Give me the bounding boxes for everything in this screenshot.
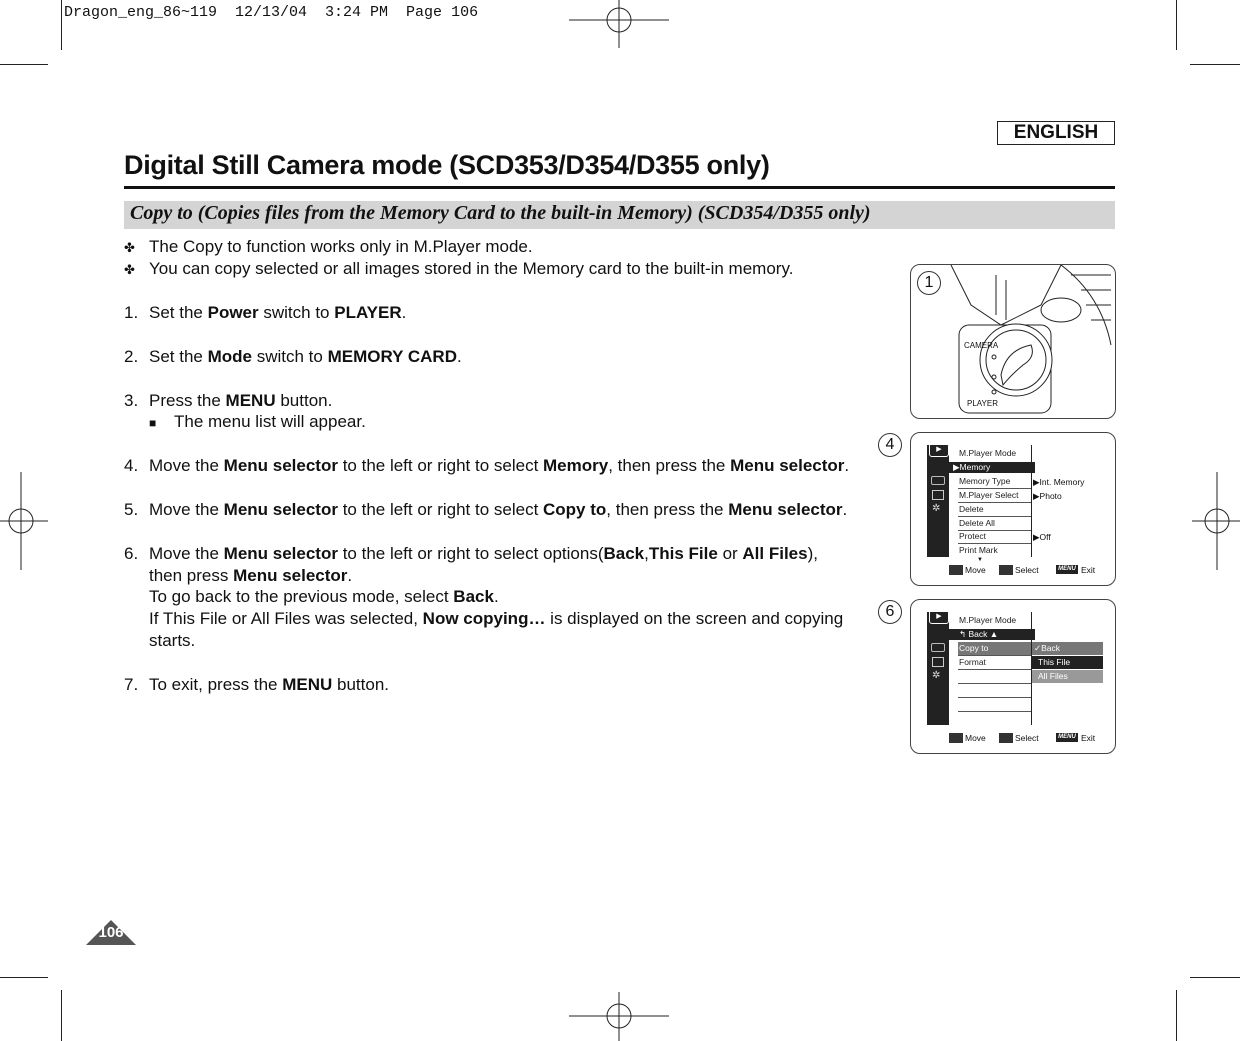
option-all-files: All Files xyxy=(1032,670,1103,683)
menu-key-icon: MENU xyxy=(1056,733,1078,742)
footer-exit: Exit xyxy=(1081,565,1096,575)
camera-dial-illustration xyxy=(911,265,1115,418)
tape-icon xyxy=(932,490,944,500)
footer-move: Move xyxy=(965,565,986,575)
menu-header: ▶Memory xyxy=(949,462,1035,473)
figure-6-menu-screen xyxy=(910,599,1116,754)
move-icon xyxy=(949,733,963,743)
figure-6-number: 6 xyxy=(878,600,902,624)
label-camera: CAMERA xyxy=(964,341,999,350)
step-6-line-3: To go back to the previous mode, select Back. xyxy=(149,587,499,606)
footer-select: Select xyxy=(1015,565,1039,575)
section-heading: Copy to (Copies files from the Memory Card to the built-in Memory) (SCD354/D355 only) xyxy=(130,202,871,224)
scroll-down-icon: ▼ xyxy=(977,557,983,563)
menu-option: ▶Off xyxy=(1033,532,1051,542)
mode-label: M.Player Mode xyxy=(959,448,1017,458)
step-6: 6. Move the Menu selector to the left or right to select options(Back,This File or All Files), xyxy=(124,544,818,563)
footer-select: Select xyxy=(1015,733,1039,743)
figure-1-number: 1 xyxy=(917,271,941,295)
step-7: 7. To exit, press the MENU button. xyxy=(124,675,390,694)
play-icon: ▶ xyxy=(929,610,949,624)
menu-sidebar xyxy=(927,445,949,557)
language-tag: ENGLISH xyxy=(997,121,1115,145)
menu-item-selected: Copy to xyxy=(958,642,1031,656)
page-number-tab xyxy=(86,918,136,946)
gear-icon: ✲ xyxy=(932,670,941,681)
menu-item: Protect xyxy=(958,530,1031,544)
select-icon xyxy=(999,733,1013,743)
figure-4-number: 4 xyxy=(878,433,902,457)
step-6-line-4: If This File or All Files was selected, Now copying… is displayed on the screen and copying xyxy=(149,609,844,628)
step-2: 2. Set the Mode switch to MEMORY CARD. xyxy=(124,347,462,366)
footer-exit: Exit xyxy=(1081,733,1096,743)
menu-option: ▶Photo xyxy=(1033,491,1062,501)
menu-option: ▶Int. Memory xyxy=(1033,477,1085,487)
card-icon xyxy=(931,476,945,485)
bullet-item: ✤ The Copy to function works only in M.Player mode. xyxy=(124,237,533,256)
move-icon xyxy=(949,565,963,575)
mode-label: M.Player Mode xyxy=(959,615,1017,625)
cross-bullet-icon: ✤ xyxy=(124,240,135,255)
step-6-line-5: starts. xyxy=(149,631,196,650)
menu-item: Format xyxy=(958,656,1031,670)
cross-bullet-icon: ✤ xyxy=(124,262,135,277)
menu-header: ↰ Back ▲ xyxy=(949,629,1035,640)
title-rule xyxy=(124,186,1115,189)
step-3: 3. Press the MENU button. xyxy=(124,391,333,410)
print-slug: Dragon_eng_86~119 12/13/04 3:24 PM Page 106 xyxy=(64,4,479,21)
option-this-file: This File xyxy=(1032,656,1103,669)
menu-key-icon: MENU xyxy=(1056,565,1078,574)
square-bullet-icon: ■ xyxy=(149,416,157,430)
menu-item: Memory Type xyxy=(958,475,1031,489)
page-number: 106 xyxy=(98,924,124,941)
step-1: 1. Set the Power switch to PLAYER. xyxy=(124,303,407,322)
gear-icon: ✲ xyxy=(932,503,941,514)
card-icon xyxy=(931,643,945,652)
menu-item: Print Mark xyxy=(959,545,998,555)
menu-item: Delete xyxy=(958,503,1031,517)
menu-sidebar xyxy=(927,612,949,725)
tape-icon xyxy=(932,657,944,667)
section-heading-bar xyxy=(124,201,1115,229)
select-icon xyxy=(999,565,1013,575)
option-back: ✓Back xyxy=(1032,642,1103,655)
footer-move: Move xyxy=(965,733,986,743)
step-6-line-2: then press Menu selector. xyxy=(149,566,353,585)
menu-item: M.Player Select xyxy=(958,489,1031,503)
label-player: PLAYER xyxy=(967,399,998,408)
menu-item: Delete All xyxy=(958,517,1031,531)
step-4: 4. Move the Menu selector to the left or right to select Memory, then press the Menu selector. xyxy=(124,456,850,475)
play-icon: ▶ xyxy=(929,443,949,457)
bullet-item: ✤ You can copy selected or all images stored in the Memory card to the built-in memory. xyxy=(124,259,794,278)
page-title: Digital Still Camera mode (SCD353/D354/D355 only) xyxy=(124,150,770,180)
figure-4-menu-screen xyxy=(910,432,1116,586)
step-3-sub: ■ The menu list will appear. xyxy=(149,412,366,431)
step-5: 5. Move the Menu selector to the left or right to select Copy to, then press the Menu selector. xyxy=(124,500,848,519)
figure-1-camera-dial xyxy=(910,264,1116,419)
